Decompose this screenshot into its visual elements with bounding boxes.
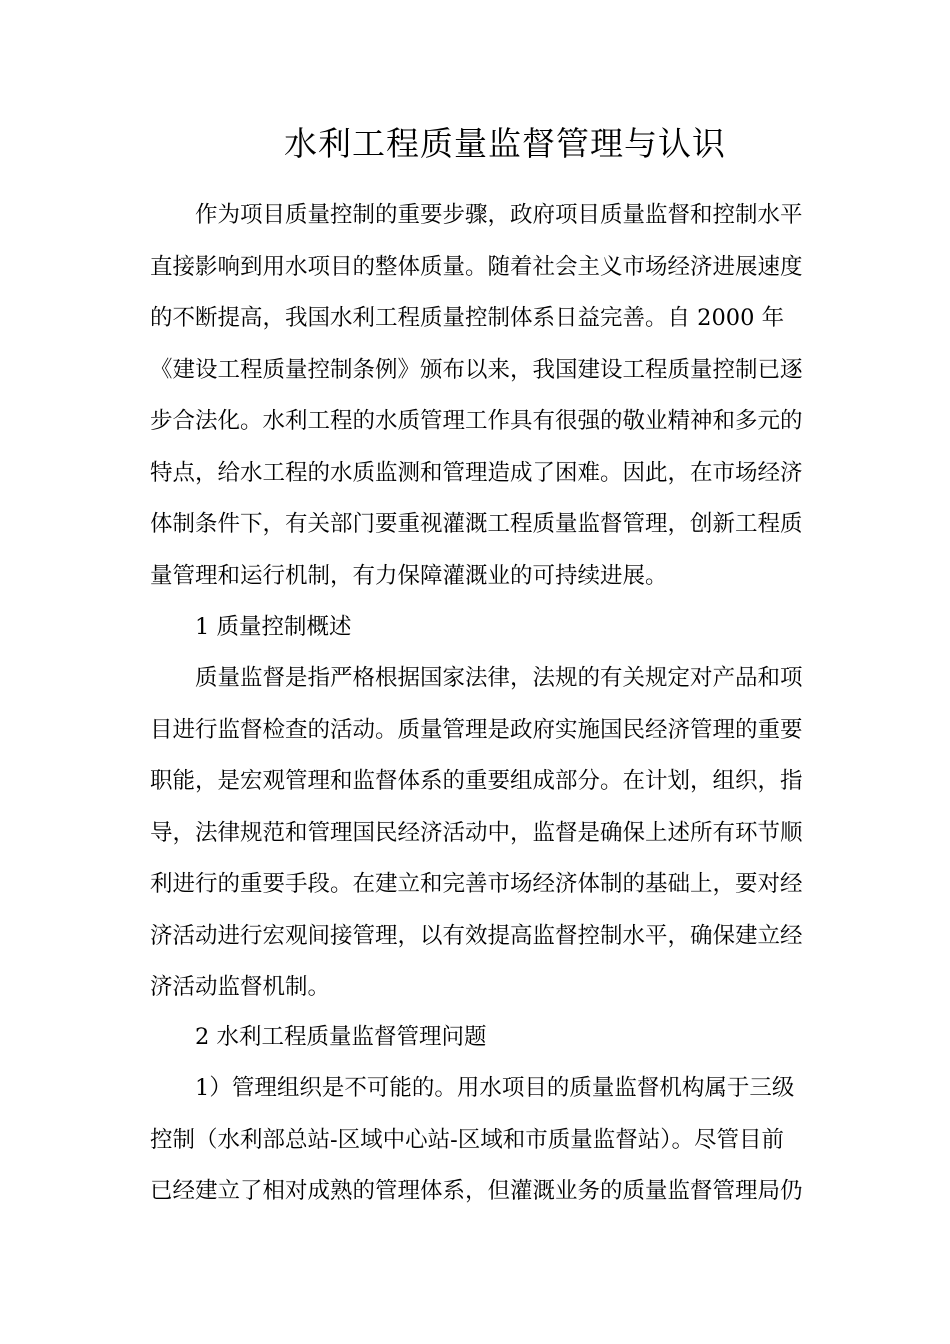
paragraph-line: 的不断提高，我国水利工程质量控制体系日益完善。自 2000 年 bbox=[150, 305, 785, 331]
paragraph-line: 目进行监督检查的活动。质量管理是政府实施国民经济管理的重要 bbox=[150, 716, 803, 743]
paragraph-line: 质量监督是指严格根据国家法律，法规的有关规定对产品和项 bbox=[195, 665, 803, 691]
paragraph-line: 量管理和运行机制，有力保障灌溉业的可持续进展。 bbox=[150, 562, 668, 589]
paragraph-line: 济活动进行宏观间接管理，以有效提高监督控制水平，确保建立经 bbox=[150, 922, 803, 949]
paragraph-quality-control bbox=[150, 653, 802, 1014]
section-heading-2 bbox=[150, 1012, 802, 1064]
section-heading-text: 2 水利工程质量监督管理问题 bbox=[195, 1024, 487, 1050]
paragraph-line: 作为项目质量控制的重要步骤，政府项目质量监督和控制水平 bbox=[195, 202, 803, 228]
paragraph-line: 职能，是宏观管理和监督体系的重要组成部分。在计划，组织，指 bbox=[150, 768, 803, 794]
paragraph-line: 《建设工程质量控制条例》颁布以来，我国建设工程质量控制已逐 bbox=[150, 356, 803, 383]
paragraph-line: 导，法律规范和管理国民经济活动中，监督是确保上述所有环节顺 bbox=[150, 819, 803, 846]
paragraph-line: 步合法化。水利工程的水质管理工作具有很强的敬业精神和多元的 bbox=[150, 408, 803, 434]
paragraph-intro bbox=[150, 190, 802, 602]
paragraph-line: 直接影响到用水项目的整体质量。随着社会主义市场经济进展速度 bbox=[150, 253, 803, 280]
section-heading-1 bbox=[150, 602, 802, 654]
paragraph-line: 已经建立了相对成熟的管理体系，但灌溉业务的质量监督管理局仍 bbox=[150, 1178, 803, 1204]
paragraph-line: 特点，给水工程的水质监测和管理造成了困难。因此，在市场经济 bbox=[150, 459, 803, 486]
paragraph-line: 济活动监督机制。 bbox=[150, 974, 331, 1000]
document-title: 水利工程质量监督管理与认识 bbox=[284, 124, 726, 163]
section-heading-text: 1 质量控制概述 bbox=[195, 614, 352, 640]
paragraph-problems bbox=[150, 1063, 802, 1218]
paragraph-line: 利进行的重要手段。在建立和完善市场经济体制的基础上，要对经 bbox=[150, 871, 803, 897]
paragraph-line: 体制条件下，有关部门要重视灌溉工程质量监督管理，创新工程质 bbox=[150, 511, 803, 537]
paragraph-line: 1）管理组织是不可能的。用水项目的质量监督机构属于三级 bbox=[195, 1075, 795, 1101]
paragraph-line: 控制（水利部总站-区域中心站-区域和市质量监督站）。尽管目前 bbox=[150, 1126, 784, 1153]
